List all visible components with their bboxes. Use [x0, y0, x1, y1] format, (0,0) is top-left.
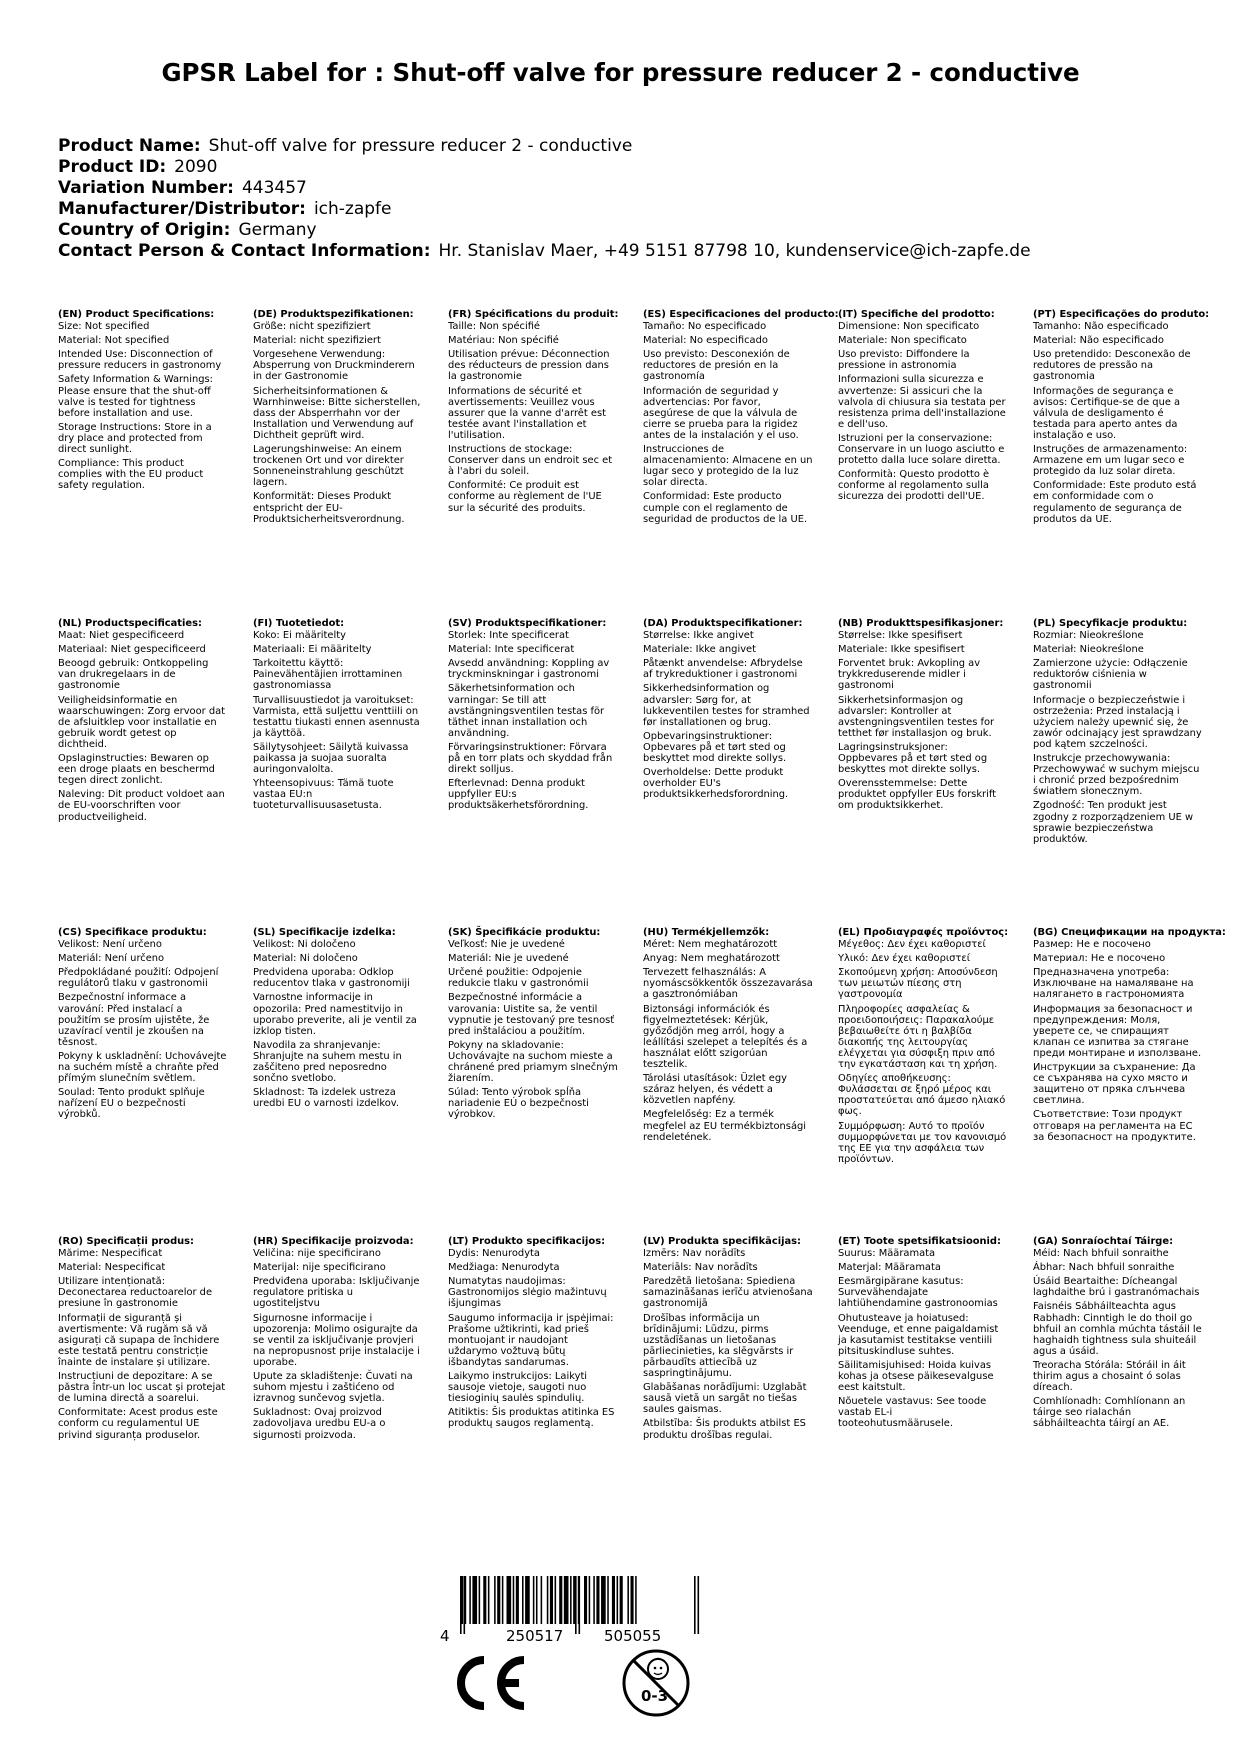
- spec-item: Určené použitie: Odpojenie redukcie tlaku v gastronómii: [448, 967, 589, 990]
- barcode-bar: [607, 1576, 609, 1624]
- barcode-bar: [472, 1576, 477, 1624]
- info-product-name: [58, 136, 1031, 157]
- spec-item: Upute za skladištenje: Čuvati na suhom mjestu i zaštićeno od izravnog sunčevog svjetla.: [253, 1371, 413, 1405]
- spec-item: Tamaño: No especificado: [643, 321, 767, 333]
- barcode-digit-left: 4: [440, 1627, 450, 1645]
- spec-item: Materiál: Nie je uvedené: [448, 953, 569, 965]
- spec-item: Predvidena uporaba: Odklop reducentov tlaka v gastronomiji: [253, 967, 410, 990]
- spec-block: [643, 927, 813, 1146]
- spec-heading: (DA) Produktspecifikationer:: [643, 618, 803, 629]
- spec-block: [1033, 618, 1203, 848]
- barcode-bar: [469, 1576, 471, 1624]
- spec-item: Drošības informācija un brīdinājumi: Lūdzu, pirms uzstādīšanas un lietošanas pārliecinieties, ka slēgvārsts ir pārbaudīts attiecībā uz saspringtinājumu.: [643, 1312, 794, 1380]
- spec-item: Storage Instructions: Store in a dry place and protected from direct sunlight.: [58, 421, 212, 456]
- spec-item: Informazioni sulla sicurezza e avvertenze: Si assicuri che la valvola di chiusura sia testata per resistenza prima dell'installazione e dell'uso.: [838, 374, 1006, 430]
- spec-item: Informations de sécurité et avertissements: Veuillez vous assurer que la vanne d'arrêt est testée avant l'installation et l'utilisation.: [448, 385, 606, 441]
- spec-heading: (LT) Produkto specifikacijos:: [448, 1236, 606, 1247]
- barcode-bar: [617, 1576, 619, 1624]
- spec-item: Atbilstība: Šis produkts atbilst ES produktu drošības regulai.: [643, 1418, 806, 1441]
- spec-block: [58, 309, 228, 494]
- spec-heading: (SL) Specifikacije izdelka:: [253, 927, 396, 938]
- info-value: 443457: [241, 178, 307, 198]
- spec-block: [838, 927, 1008, 1168]
- spec-item: Suurus: Määramata: [838, 1248, 936, 1260]
- spec-item: Размер: Не е посочено: [1033, 939, 1151, 951]
- spec-heading: (NB) Produkttspesifikasjoner:: [838, 618, 1004, 629]
- barcode-bar: [584, 1576, 587, 1624]
- spec-heading: (IT) Specifiche del prodotto:: [838, 309, 995, 320]
- spec-item: Sukladnost: Ovaj proizvod zadovoljava uredbu EU-a o sigurnosti proizvoda.: [253, 1407, 386, 1441]
- spec-block: [253, 927, 423, 1112]
- spec-item: Conformidad: Este producto cumple con el reglamento de seguridad de productos de la UE.: [643, 491, 808, 525]
- spec-heading: (HR) Specifikacije proizvoda:: [253, 1236, 414, 1247]
- spec-item: Materiāls: Nav norādīts: [643, 1262, 758, 1274]
- spec-item: Uso previsto: Diffondere la pressione in astronomia: [838, 349, 970, 372]
- spec-item: Lagringsinstruksjoner: Oppbevares på et tørt sted og beskyttes mot direkte sollys.: [838, 741, 988, 776]
- spec-item: Säilytysohjeet: Säilytä kuivassa paikassa ja suojaa suoralta auringonvalolta.: [253, 741, 409, 776]
- spec-heading: (HU) Termékjellemzők:: [643, 927, 770, 938]
- info-value: Shut-off valve for pressure reducer 2 - conductive: [208, 136, 633, 156]
- barcode-bar: [547, 1576, 549, 1624]
- spec-item: Faisnéis Sábháilteachta agus Rabhadh: Cinntigh le do thoil go bhfuil an comhla múchta tástáil le haghaidh tightness sula shuiteáil agus a úsáid.: [1033, 1301, 1202, 1357]
- spec-heading: (DE) Produktspezifikationen:: [253, 309, 414, 320]
- info-manufacturer: [58, 199, 1031, 220]
- spec-item: Méret: Nem meghatározott: [643, 939, 778, 951]
- spec-heading: (GA) Sonraíochtaí Táirge:: [1033, 1236, 1174, 1247]
- spec-item: Bezpečnostní informace a varování: Před instalací a použitím se prosím ujistěte, že uzavírací ventil je zkoušen na těsnost.: [58, 992, 210, 1048]
- spec-item: Materiał: Nieokreślone: [1033, 644, 1144, 656]
- spec-item: Sigurnosne informacije i upozorenja: Molimo osigurajte da se ventil za isključivanje provjeri na nepropusnost prije instalacije i uporabe.: [253, 1312, 420, 1368]
- barcode-bar: [488, 1576, 490, 1624]
- spec-block: [1033, 1236, 1203, 1433]
- spec-item: Forventet bruk: Avkopling av trykkreduserende midler i gastronomi: [838, 658, 981, 692]
- spec-block: [58, 927, 228, 1124]
- spec-item: Megfelelőség: Ez a termék megfelel az EU termékbiztonsági rendeletének.: [643, 1109, 807, 1143]
- spec-item: Utilisation prévue: Déconnection des réducteurs de pression dans la gastronomie: [448, 349, 610, 383]
- spec-item: Yhteensopivuus: Tämä tuote vastaa EU:n tuoteturvallisuusasetusta.: [253, 778, 394, 812]
- age-range-label: 0-3: [641, 1687, 669, 1705]
- barcode-bar: [479, 1576, 481, 1624]
- spec-item: Comhlíonadh: Comhlíonann an táirge seo rialachán sábháilteachta táirgí an AE.: [1033, 1396, 1186, 1430]
- spec-item: Méid: Nach bhfuil sonraithe: [1033, 1248, 1169, 1260]
- spec-item: Materiale: Ikke spesifisert: [838, 644, 965, 656]
- spec-block: [448, 309, 618, 517]
- ce-mark-icon: [452, 1655, 528, 1711]
- info-contact: [58, 241, 1031, 262]
- spec-item: Størrelse: Ikke spesifisert: [838, 630, 963, 642]
- barcode-bar: [525, 1576, 530, 1624]
- spec-item: Eesmärgipärane kasutus: Survevähendajate lahtiühendamine gastronoomias: [838, 1276, 998, 1310]
- info-value: Germany: [238, 220, 317, 240]
- spec-item: Opslaginstructies: Bewaren op een droge plaats en beschermd tegen direct zonlicht.: [58, 753, 215, 787]
- spec-item: Vorgesehene Verwendung: Absperrung von Druckminderern in der Gastronomie: [253, 349, 415, 383]
- spec-item: Veiligheidsinformatie en waarschuwingen: Zorg ervoor dat de afsluitklep voor installatie en gebruik wordt getest op dichtheid.: [58, 694, 226, 750]
- spec-item: Uso previsto: Desconexión de reductores de presión en la gastronomía: [643, 349, 790, 383]
- spec-item: Lagerungshinweise: An einem trockenen Ort und vor direkter Sonneneinstrahlung geschützt lagern.: [253, 444, 404, 489]
- barcode-bar: [593, 1576, 595, 1624]
- spec-item: Velikost: Ni določeno: [253, 939, 356, 951]
- spec-item: Dimensione: Non specificato: [838, 321, 980, 333]
- spec-item: Инструкции за съхранение: Да се съхранява на сухо място и защитено от пряка слънчева светлина.: [1033, 1062, 1196, 1107]
- spec-item: Navodila za shranjevanje: Shranjujte na suhem mestu in zaščiteno pred neposredno sončno svetlobo.: [253, 1039, 402, 1085]
- spec-item: Förvaringsinstruktioner: Förvara på en torr plats och skyddad från direkt solljus.: [448, 741, 613, 776]
- spec-item: Intended Use: Disconnection of pressure reducers in gastronomy: [58, 349, 222, 372]
- spec-item: Material: Não especificado: [1033, 335, 1164, 347]
- spec-item: Предназначена употреба: Изключване на намаляване на налягането в гастрономията: [1033, 967, 1194, 1001]
- spec-item: Nõuetele vastavus: See toode vastab EL-i tooteohutusmäärusele.: [838, 1396, 987, 1430]
- spec-item: Material: Inte specificerat: [448, 644, 575, 656]
- spec-item: Rozmiar: Nieokreślone: [1033, 630, 1144, 642]
- spec-item: Conformità: Questo prodotto è conforme al regolamento sulla sicurezza dei prodotti dell'UE.: [838, 469, 990, 503]
- spec-item: Информация за безопасност и предупреждения: Моля, уверете се, че спиращият клапан се изпитва за стягане преди монтиране и използване.: [1033, 1003, 1202, 1059]
- spec-item: Sikkerhetsinformasjon og advarsler: Kontroller at avstengningsventilen testes for tetthet før installasjon og bruk.: [838, 694, 995, 739]
- spec-item: Material: nicht spezifiziert: [253, 335, 381, 347]
- barcode-bar: [513, 1576, 515, 1624]
- spec-item: Ábhar: Nach bhfuil sonraithe: [1033, 1262, 1175, 1274]
- spec-block: [253, 618, 423, 815]
- spec-heading: (CS) Specifikace produktu:: [58, 927, 207, 938]
- barcode-bar: [596, 1576, 599, 1624]
- spec-item: Instrucciones de almacenamiento: Almacene en un lugar seco y protegido de la luz solar directa.: [643, 444, 813, 489]
- spec-item: Avsedd användning: Koppling av tryckminskningar i gastronomi: [448, 658, 610, 681]
- barcode-bar: [555, 1576, 557, 1624]
- spec-item: Atitiktis: Šis produktas atitinka ES produktų saugos reglamentą.: [448, 1407, 615, 1430]
- barcode-bar: [631, 1576, 634, 1624]
- spec-item: Material: Not specified: [58, 335, 170, 347]
- spec-heading: (BG) Спецификации на продукта:: [1033, 927, 1226, 938]
- spec-block: [58, 618, 228, 826]
- barcode-bar: [550, 1576, 553, 1624]
- spec-item: Předpokládané použití: Odpojení regulátorů tlaku v gastronomii: [58, 967, 219, 990]
- barcode-bar: [564, 1576, 569, 1624]
- age-warning-icon: [620, 1647, 692, 1719]
- info-value: ich-zapfe: [313, 199, 392, 219]
- spec-item: Súlad: Tento výrobok spĺňa nariadenie EÚ o bezpečnosti výrobkov.: [448, 1087, 589, 1121]
- spec-block: [643, 309, 839, 528]
- spec-heading: (FI) Tuotetiedot:: [253, 618, 345, 629]
- spec-item: Material: Ni določeno: [253, 953, 358, 965]
- spec-heading: (FR) Spécifications du produit:: [448, 309, 619, 320]
- spec-heading: (LV) Produkta specifikācijas:: [643, 1236, 801, 1247]
- info-country-of-origin: [58, 220, 1031, 241]
- spec-item: Velikost: Není určeno: [58, 939, 162, 951]
- spec-item: Säkerhetsinformation och varningar: Se till att avstängningsventilen testas för täthet innan installation och användning.: [448, 683, 605, 739]
- spec-heading: (EN) Product Specifications:: [58, 309, 215, 320]
- barcode: [436, 1576, 746, 1644]
- spec-item: Matériau: Non spécifié: [448, 335, 559, 347]
- spec-item: Saugumo informacija ir įspėjimai: Prašome užtikrinti, kad prieš montuojant ir naudojant uždarymo vožtuvą būtų išbandytas sandarumas.: [448, 1312, 614, 1368]
- spec-item: Σκοπούμενη χρήση: Αποσύνδεση των μειωτών πίεσης στη γαστρονομία: [838, 967, 998, 1001]
- barcode-guard-bar: [698, 1576, 700, 1634]
- barcode-bar: [494, 1576, 496, 1624]
- spec-item: Tárolási utasítások: Üzlet egy száraz helyen, és védett a közvetlen napfény.: [643, 1073, 787, 1107]
- info-label: Variation Number:: [58, 178, 234, 198]
- barcode-bar: [589, 1576, 591, 1624]
- spec-item: Conformidade: Este produto está em conformidade com o regulamento de segurança de produtos da UE.: [1033, 480, 1197, 525]
- barcode-bar: [620, 1576, 623, 1624]
- barcode-guard-bar: [460, 1576, 462, 1634]
- barcode-guard-bar: [575, 1576, 577, 1634]
- spec-item: Säilitamisjuhised: Hoida kuivas kohas ja otsese päikesevalguse eest kaitstult.: [838, 1359, 994, 1394]
- spec-item: Материал: Не е посочено: [1033, 953, 1166, 965]
- spec-block: [448, 618, 618, 815]
- spec-item: Zamierzone użycie: Odłączenie reduktorów ciśnienia w gastronomii: [1033, 658, 1188, 692]
- spec-heading: (ET) Toote spetsifikatsioonid:: [838, 1236, 1001, 1247]
- spec-item: Mărime: Nespecificat: [58, 1248, 163, 1260]
- spec-item: Numatytas naudojimas: Gastronomijos slėgio mažintuvų išjungimas: [448, 1276, 607, 1310]
- spec-item: Laikymo instrukcijos: Laikyti sausoje vietoje, saugoti nuo tiesioginių saulės spindulių.: [448, 1371, 588, 1405]
- spec-item: Taille: Non spécifié: [448, 321, 541, 333]
- barcode-bar: [507, 1576, 512, 1624]
- barcode-bar: [627, 1576, 629, 1624]
- info-label: Contact Person & Contact Information:: [58, 241, 431, 261]
- spec-block: [838, 1236, 1008, 1433]
- spec-item: Sikkerhedsinformation og advarsler: Sørg for, at lukkeventilen testes for stramhed før installationen og brug.: [643, 683, 810, 728]
- barcode-bar: [635, 1576, 637, 1624]
- spec-item: Съответствие: Този продукт отговаря на регламента на ЕС за безопасност на продуктите.: [1033, 1109, 1196, 1143]
- spec-item: Materijal: nije specificirano: [253, 1262, 386, 1274]
- spec-item: Size: Not specified: [58, 321, 150, 333]
- spec-item: Pokyny k uskladnění: Uchovávejte na suchém místě a chraňte před přímým slunečním světlem.: [58, 1050, 227, 1085]
- label-title: GPSR Label for : Shut-off valve for pressure reducer 2 - conductive: [161, 58, 1080, 87]
- spec-item: Opbevaringsinstruktioner: Opbevares på et tørt sted og beskyttet mod direkte sollys.: [643, 730, 787, 765]
- spec-item: Informações de segurança e avisos: Certifique-se de que a válvula de desligamento é testada para aperto antes da instalação e uso.: [1033, 385, 1181, 441]
- info-label: Product ID:: [58, 157, 167, 177]
- barcode-guard-bar: [694, 1576, 696, 1634]
- spec-item: Compliance: This product complies with the EU product safety regulation.: [58, 458, 204, 492]
- spec-item: Paredzētā lietošana: Spiediena samazināšanas ierīču atvienošana gastronomijā: [643, 1276, 813, 1310]
- barcode-bar: [601, 1576, 606, 1624]
- spec-heading: (SK) Špecifikácie produktu:: [448, 927, 601, 938]
- spec-item: Instrucțiuni de depozitare: A se păstra într-un loc uscat și protejat de lumina directă a soarelui.: [58, 1371, 226, 1405]
- barcode-bar: [541, 1576, 543, 1624]
- spec-item: Μέγεθος: Δεν έχει καθοριστεί: [838, 939, 986, 951]
- spec-block: [643, 1236, 813, 1444]
- spec-heading: (SV) Produktspecifikationer:: [448, 618, 607, 629]
- info-value: Hr. Stanislav Maer, +49 5151 87798 10, kundenservice@ich-zapfe.de: [438, 241, 1031, 261]
- spec-item: Anyag: Nem meghatározott: [643, 953, 780, 965]
- spec-item: Biztonsági információk és figyelmeztetések: Kérjük, győződjön meg arról, hogy a leállítási szelepet a telepítés és a használat előtt szigorúan tesztelik.: [643, 1003, 808, 1071]
- barcode-bar: [522, 1576, 524, 1624]
- barcode-bars: [460, 1576, 699, 1634]
- spec-item: Storlek: Inte specificerat: [448, 630, 569, 642]
- spec-item: Treoracha Stórála: Stóráil in áit thirim agus a chosaint ó solas díreach.: [1033, 1359, 1186, 1394]
- spec-item: Izmērs: Nav norādīts: [643, 1248, 746, 1260]
- spec-heading: (NL) Productspecificaties:: [58, 618, 202, 629]
- spec-item: Overholdelse: Dette produkt overholder EU's produktsikkerhedsforordning.: [643, 767, 789, 801]
- spec-item: Maat: Niet gespecificeerd: [58, 630, 185, 642]
- barcode-group-1: 250517: [506, 1627, 564, 1645]
- spec-item: Sicherheitsinformationen & Warnhinweise: Bitte sicherstellen, dass der Absperrhahn vor der Installation und Verwendung auf Dichtheit geprüft wird.: [253, 385, 421, 441]
- spec-block: [253, 1236, 423, 1444]
- spec-block: [643, 618, 813, 803]
- spec-heading: (EL) Προδιαγραφές προϊόντος:: [838, 927, 1009, 938]
- spec-item: Konformität: Dieses Produkt entspricht der EU-Produktsicherheitsverordnung.: [253, 491, 405, 525]
- spec-item: Material: Nespecificat: [58, 1262, 166, 1274]
- info-product-id: [58, 157, 1031, 178]
- barcode-group-2: 505055: [604, 1627, 662, 1645]
- spec-block: [448, 1236, 618, 1433]
- spec-item: Soulad: Tento produkt splňuje nařízení EU o bezpečnosti výrobků.: [58, 1087, 205, 1121]
- spec-item: Skladnost: Ta izdelek ustreza uredbi EU o varnosti izdelkov.: [253, 1087, 400, 1110]
- info-label: Manufacturer/Distributor:: [58, 199, 306, 219]
- barcode-bar: [502, 1576, 504, 1624]
- spec-item: Συμμόρφωση: Αυτό το προϊόν συμμορφώνεται με τον κανονισμό της ΕΕ για την ασφάλεια των προϊόντων.: [838, 1120, 1007, 1165]
- spec-block: [448, 927, 618, 1124]
- spec-item: Instructions de stockage: Conserver dans un endroit sec et à l'abri du soleil.: [448, 444, 613, 478]
- spec-item: Medžiaga: Nenurodyta: [448, 1262, 560, 1274]
- spec-item: Materiale: Non specificato: [838, 335, 967, 347]
- barcode-bar: [612, 1576, 615, 1624]
- spec-item: Instrukcje przechowywania: Przechowywać w suchym miejscu i chronić przed bezpośrednim światłem słonecznym.: [1033, 753, 1200, 798]
- spec-item: Beoogd gebruik: Ontkoppeling van drukregelaars in de gastronomie: [58, 658, 209, 692]
- spec-item: Pokyny na skladovanie: Uchovávajte na suchom mieste a chránené pred priamym slnečným žiarením.: [448, 1039, 618, 1085]
- barcode-bar: [536, 1576, 538, 1624]
- spec-heading: (PL) Specyfikacje produktu:: [1033, 618, 1188, 629]
- spec-item: Πληροφορίες ασφαλείας & προειδοποιήσεις: Παρακαλούμε βεβαιωθείτε ότι η βαλβίδα διακοπής της λειτουργίας ελέγχεται για σύσφιξη πριν από την εγκατάσταση και τη χρήση.: [838, 1003, 998, 1071]
- spec-item: Materiál: Není určeno: [58, 953, 165, 965]
- spec-heading: (ES) Especificaciones del producto:: [643, 309, 839, 320]
- spec-item: Varnostne informacije in opozorila: Pred namestitvijo in uporabo preverite, ali je ventil za izklop tisten.: [253, 992, 417, 1037]
- spec-item: Οδηγίες αποθήκευσης: Φυλάσσεται σε ξηρό μέρος και προστατεύεται από άμεσο ηλιακό φως.: [838, 1073, 1006, 1118]
- spec-item: Größe: nicht spezifiziert: [253, 321, 371, 333]
- spec-item: Material: No especificado: [643, 335, 768, 347]
- spec-heading: (PT) Especificações do produto:: [1033, 309, 1210, 320]
- spec-item: Istruzioni per la conservazione: Conservare in un luogo asciutto e protetto dalla luce solare diretta.: [838, 432, 1005, 467]
- spec-item: Tarkoitettu käyttö: Painevähentäjien irrottaminen gastronomiassa: [253, 658, 403, 692]
- barcode-guard-bar: [579, 1576, 581, 1634]
- spec-item: Materiale: Ikke angivet: [643, 644, 756, 656]
- barcode-bar: [497, 1576, 500, 1624]
- spec-item: Predviđena uporaba: Isključivanje regulatore pritiska u ugostiteljstvu: [253, 1276, 420, 1310]
- spec-item: Conformité: Ce produit est conforme au règlement de l'UE sur la sécurité des produits.: [448, 480, 602, 514]
- spec-item: Instruções de armazenamento: Armazene em um lugar seco e protegido da luz solar direta.: [1033, 444, 1188, 478]
- spec-block: [1033, 927, 1226, 1146]
- barcode-guard-bar: [464, 1576, 466, 1634]
- info-variation-number: [58, 178, 1031, 199]
- spec-item: Veličina: nije specificirano: [253, 1248, 381, 1260]
- spec-item: Veľkosť: Nie je uvedené: [448, 939, 565, 951]
- spec-block: [838, 309, 1008, 506]
- spec-item: Información de seguridad y advertencias: Por favor, asegúrese de que la válvula de cierre se prueba para la rigidez antes de la instalación y el uso.: [643, 385, 799, 441]
- spec-item: Safety Information & Warnings: Please ensure that the shut-off valve is tested for tightness before installation and use.: [58, 374, 213, 419]
- barcode-bar: [570, 1576, 572, 1624]
- spec-item: Naleving: Dit product voldoet aan de EU-voorschriften voor productveiligheid.: [58, 789, 225, 823]
- spec-block: [253, 309, 423, 528]
- info-label: Country of Origin:: [58, 220, 231, 240]
- spec-item: Tervezett felhasználás: A nyomáscsökkentők összezavarása a gasztronómiában: [643, 967, 813, 1001]
- spec-item: Koko: Ei määritelty: [253, 630, 346, 642]
- spec-block: [838, 618, 1008, 815]
- spec-item: Utilizare intenționată: Deconectarea reductoarelor de presiune în gastronomie: [58, 1276, 213, 1310]
- spec-item: Ohutusteave ja hoiatused: Veenduge, et enne paigaldamist ja kasutamist testitakse ventiili pitsituskindluse suhtes.: [838, 1312, 999, 1357]
- spec-item: Overensstemmelse: Dette produktet oppfyller EUs forskrift om produktsikkerhet.: [838, 778, 997, 812]
- spec-item: Uso pretendido: Desconexão de redutores de pressão na gastronomia: [1033, 349, 1191, 383]
- barcode-bar: [483, 1576, 486, 1624]
- spec-block: [58, 1236, 228, 1444]
- spec-item: Materjal: Määramata: [838, 1262, 941, 1274]
- spec-item: Turvallisuustiedot ja varoitukset: Varmista, että suljettu venttiili on testattu tiukasti ennen asennusta ja käyttöä.: [253, 694, 420, 739]
- spec-heading: (RO) Specificații produs:: [58, 1236, 194, 1247]
- spec-item: Efterlevnad: Denna produkt uppfyller EU:s produktsäkerhetsförordning.: [448, 778, 589, 812]
- spec-item: Dydis: Nenurodyta: [448, 1248, 540, 1260]
- spec-item: Tamanho: Não especificado: [1033, 321, 1169, 333]
- barcode-bar: [516, 1576, 519, 1624]
- spec-item: Úsáid Beartaithe: Dícheangal laghdaithe brú i gastranómachais: [1033, 1276, 1200, 1299]
- product-info: [58, 136, 1031, 262]
- spec-item: Υλικό: Δεν έχει καθοριστεί: [838, 953, 971, 965]
- spec-item: Glabāšanas norādījumi: Uzglabāt sausā vietā un sargāt no tiešas saules gaismas.: [643, 1382, 807, 1416]
- spec-item: Størrelse: Ikke angivet: [643, 630, 754, 642]
- spec-block: [1033, 309, 1210, 528]
- spec-item: Informații de siguranță și avertismente: Vă rugăm să vă asigurați că supapa de închidere este testată pentru constricție înainte de instalare și utilizare.: [58, 1312, 220, 1368]
- info-value: 2090: [174, 157, 218, 177]
- spec-item: Conformitate: Acest produs este conform cu regulamentul UE privind siguranța produselor.: [58, 1407, 218, 1441]
- spec-item: Materiaal: Niet gespecificeerd: [58, 644, 206, 656]
- spec-item: Informacje o bezpieczeństwie i ostrzeżenia: Przed instalacją i użyciem należy upewnić się, że zawór odcinający jest sprawdzany pod kątem szczelności.: [1033, 694, 1202, 750]
- spec-item: Bezpečnostné informácie a varovania: Uistite sa, že ventil vypnutie je testovaný pre tesnosť pred inštaláciou a použitím.: [448, 992, 615, 1037]
- spec-item: Påtænkt anvendelse: Afbrydelse af trykreduktioner i gastronomi: [643, 658, 803, 681]
- spec-item: Zgodność: Ten produkt jest zgodny z rozporządzeniem UE w sprawie bezpieczeństwa produktów.: [1033, 800, 1194, 845]
- barcode-bar: [559, 1576, 562, 1624]
- barcode-bar: [533, 1576, 535, 1624]
- info-label: Product Name:: [58, 136, 201, 156]
- spec-item: Materiaali: Ei määritelty: [253, 644, 372, 656]
